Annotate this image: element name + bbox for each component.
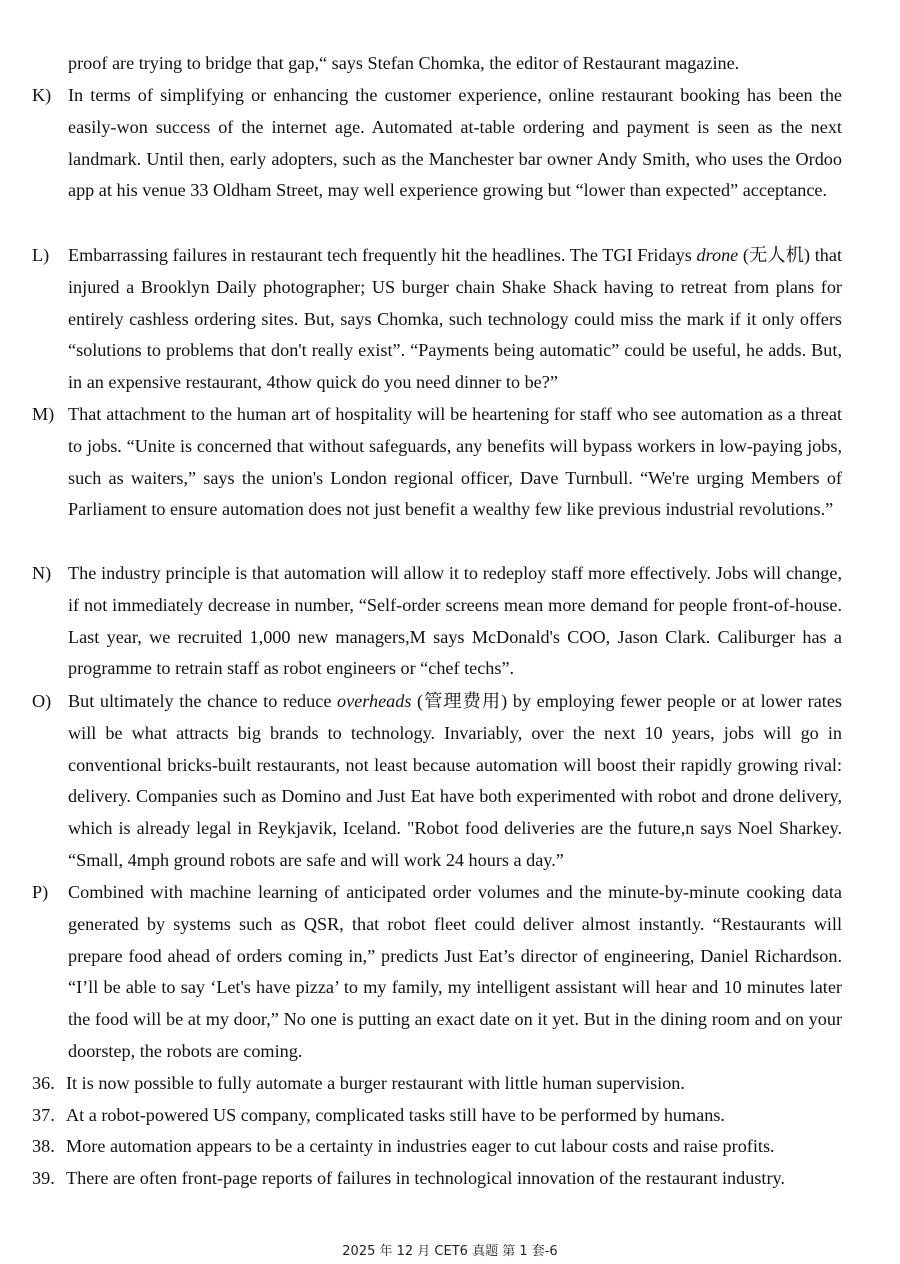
question-number: 37. [32, 1105, 55, 1125]
paragraph-text [68, 240, 842, 399]
text-segment: (管理费用) by employing fewer people or at lower rates will be what attracts big brands to technology. Invariably, over the next 10 years, jobs will go in conventional bricks-built restaurants, not least because automation will boost their rapidly growing rival: delivery. Companies such as Domino and Just Eat have both experimented with robot and drone delivery, which is already legal in Reykjavik, Iceland. "Robot food deliveries are the future,n says Noel Sharkey. “Small, 4mph ground robots are safe and will work 24 hours a day.” [68, 691, 842, 870]
question-text: There are often front-page reports of failures in technological innovation of the restaurant industry. [66, 1168, 785, 1188]
paragraph-p [32, 877, 842, 1068]
question-text: More automation appears to be a certainty in industries eager to cut labour costs and raise profits. [66, 1136, 775, 1156]
page-footer: 2025 年 12 月 CET6 真题 第 1 套-6 [342, 1244, 558, 1259]
paragraph-text: Combined with machine learning of anticipated order volumes and the minute-by-minute cooking data generated by systems such as QSR, that robot fleet could deliver almost instantly. “Restaurants will prepare food ahead of orders coming in,” predicts Just Eat’s director of engineering, Daniel Richardson. “I’ll be able to say ‘Let's have pizza’ to my family, my intelligent assistant will hear and 10 minutes later the food will be at my door,” No one is putting an exact date on it yet. But in the dining room and on your doorstep, the robots are coming. [68, 882, 842, 1061]
paragraph-label: P) [32, 882, 49, 902]
italic-term: overheads [337, 691, 412, 711]
paragraph-text: In terms of simplifying or enhancing the customer experience, online restaurant booking has been the easily-won success of the internet age. Automated at-table ordering and payment is seen as the next landmark. Until then, early adopters, such as the Manchester bar owner Andy Smith, who uses the Ordoo app at his venue 33 Oldham Street, may well experience growing but “lower than expected” acceptance. [68, 85, 842, 201]
question-37 [32, 1100, 852, 1132]
paragraph-m [32, 399, 842, 526]
italic-term: drone [696, 245, 739, 265]
paragraph-text: The industry principle is that automation will allow it to redeploy staff more effectively. Jobs will change, if not immediately decrease in number, “Self-order screens mean more demand for people front-of-house. Last year, we recruited 1,000 new managers,M says McDonald's COO, Jason Clark. Caliburger has a programme to retrain staff as robot engineers or “chef techs”. [68, 563, 842, 679]
question-number: 39. [32, 1168, 55, 1188]
text-segment: (无人机) that injured a Brooklyn Daily photographer; US burger chain Shake Shack having to retreat from plans for entirely cashless ordering sites. But, says Chomka, such technology could miss the mark if it only offers “solutions to problems that don't really exist”. “Payments being automatic” could be useful, he adds. But, in an expensive restaurant, 4thow quick do you need dinner to be?” [68, 245, 842, 393]
question-36 [32, 1068, 852, 1100]
paragraph-label: L) [32, 245, 50, 265]
question-text: It is now possible to fully automate a burger restaurant with little human supervision. [66, 1073, 685, 1093]
continuation-text: proof are trying to bridge that gap,“ says Stefan Chomka, the editor of Restaurant magazine. [68, 53, 740, 73]
paragraph-label: M) [32, 404, 55, 424]
question-number: 36. [32, 1073, 55, 1093]
text-segment: But ultimately the chance to reduce [68, 691, 337, 711]
paragraph-text: That attachment to the human art of hospitality will be heartening for staff who see automation as a threat to jobs. “Unite is concerned that without safeguards, any benefits will bypass workers in low-paying jobs, such as waiters,” says the union's London regional officer, Dave Turnbull. “We're urging Members of Parliament to ensure automation does not just benefit a wealthy few like previous industrial revolutions.” [68, 404, 842, 520]
paragraph-n [32, 558, 842, 685]
question-39 [32, 1163, 852, 1195]
paragraph-label: O) [32, 691, 52, 711]
question-text: At a robot-powered US company, complicated tasks still have to be performed by humans. [66, 1105, 725, 1125]
paragraph-k [32, 80, 842, 207]
question-number: 38. [32, 1136, 55, 1156]
paragraph-l [32, 240, 842, 399]
question-38 [32, 1131, 852, 1163]
paragraph-o [32, 686, 842, 877]
paragraph-text [68, 686, 842, 877]
text-segment: Embarrassing failures in restaurant tech frequently hit the headlines. The TGI Fridays [68, 245, 697, 265]
paragraph-label: K) [32, 85, 52, 105]
paragraph-label: N) [32, 563, 52, 583]
